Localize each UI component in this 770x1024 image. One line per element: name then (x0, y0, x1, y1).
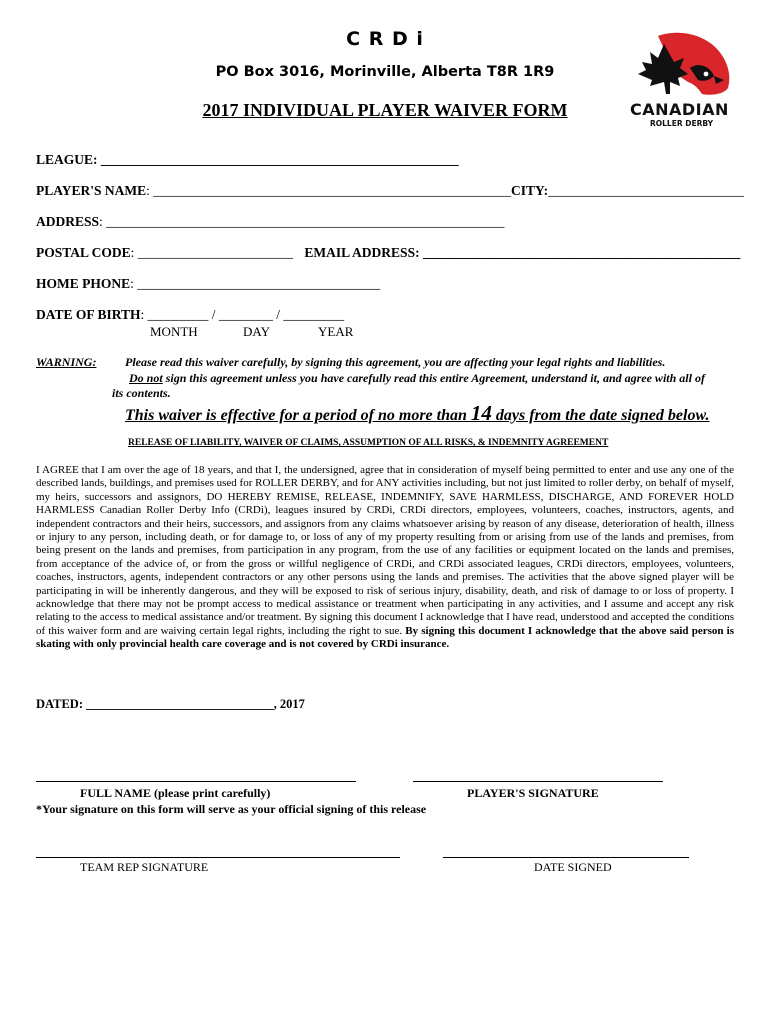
league-field[interactable] (36, 152, 459, 168)
logo-sub-text: ROLLER DERBY (650, 119, 714, 128)
player-name-field[interactable] (36, 183, 744, 199)
dob-month-caption: MONTH (150, 324, 198, 339)
home-phone-label: HOME PHONE (36, 276, 131, 291)
warning-line-2: sign this agreement unless you have carefully read this entire Agreement, understand it, and agree with all of (162, 371, 705, 385)
address-field[interactable] (36, 214, 504, 230)
dob-field[interactable] (36, 307, 344, 323)
league-label: LEAGUE: (36, 152, 98, 167)
effective-days: 14 (470, 401, 492, 425)
warning-line-3: its contents. (112, 386, 171, 400)
dob-year-caption: YEAR (318, 324, 354, 339)
org-name: C R D i (346, 28, 424, 50)
postal-code-line: : _______________________ (130, 245, 294, 260)
dated-label: DATED: (36, 697, 87, 711)
dated-suffix: , 2017 (273, 697, 305, 711)
agreement-text: I AGREE that I am over the age of 18 years, and that I, the undersigned, agree that in consideration of myself being permitted to enter and use any one of the described lands, buildings, and premises used for ROLLER DERBY, and for ANY activities including, but not just limited to roller derby, on behalf of myself, my heirs, successors and assignors, DO HEREBY REMISE, RELEASE, INDEMNIFY, SAVE HARMLESS, DISCHARGE, AND FOREVER HOLD HARMLESS Canadian Roller Derby Info (CRDi), leagues insured by CRDi, CRDi directors, employees, volunteers, coaches, instructors, agents, and independent contractors and their heirs, successors, and assignors from any claims whatsoever arising by reason of any disease, deterioration of health, illness or injury to any person, including death, or for damage to, or loss of any of my property resulting from or arising from use of the lands and premises, from being present on the lands and premises, from participation in any program, from the use of any facilities or equipment located on the lands and premises, from acceptance of the advice of, or from the gross or willful negligence of CRDi, and CRDi associated leagues, CRDi directors, employees, volunteers, coaches, instructors, agents, independent contractors or any other persons using the lands and premises. The activities that the above signed player will be participating in will be inherently dangerous, and they will be exposed to risk of serious injury, disability, death, and risk of damage to or loss of property. I acknowledge that there may not be prompt access to medical assistance or treatment when participating in any activities, and I assume and accept any risk relating to the access to medical assistance and/or treatment. By signing this document I acknowledge that I have read, understood and accepted the conditions of this waiver form and are waiving certain legal rights, including the right to sue. (36, 464, 734, 637)
agreement-bold-text: By signing this document I acknowledge that the above said person is skating with only provincial health care coverage and is not covered by CRDi insurance. (36, 624, 734, 651)
effective-post: days from the date signed below. (491, 407, 710, 424)
release-heading: RELEASE OF LIABILITY, WAIVER OF CLAIMS, ASSUMPTION OF ALL RISKS, & INDEMNITY AGREEMENT (128, 438, 609, 448)
team-rep-caption: TEAM REP SIGNATURE (80, 860, 209, 874)
agreement-paragraph (36, 464, 734, 652)
email-line: _______________________________________________ (419, 245, 741, 260)
team-rep-signature-line[interactable] (36, 857, 400, 858)
player-name-line: : _____________________________________________________ (146, 183, 512, 198)
postal-email-field[interactable] (36, 245, 740, 261)
org-address: PO Box 3016, Morinville, Alberta T8R 1R9 (215, 64, 555, 80)
city-label: CITY: (511, 183, 549, 198)
date-signed-line[interactable] (443, 857, 689, 858)
warning-do-not: Do not (129, 371, 163, 385)
logo-brand-text: CANADIAN (630, 100, 729, 119)
city-line: _____________________________ (548, 183, 744, 198)
address-line: : ___________________________________________________________ (99, 214, 505, 229)
address-label: ADDRESS (36, 214, 100, 229)
dob-line: : _________ / ________ / _________ (140, 307, 345, 322)
player-name-label: PLAYER'S NAME (36, 183, 147, 198)
full-name-line[interactable] (36, 781, 356, 782)
effective-period-notice (125, 401, 710, 426)
postal-code-label: POSTAL CODE (36, 245, 131, 260)
canadian-roller-derby-logo (628, 28, 738, 132)
full-name-caption: FULL NAME (please print carefully) (80, 786, 271, 800)
dob-label: DATE OF BIRTH (36, 307, 141, 322)
home-phone-field[interactable] (36, 276, 380, 292)
player-signature-caption: PLAYER'S SIGNATURE (467, 786, 599, 800)
warning-line-1: Please read this waiver carefully, by signing this agreement, you are affecting your legal rights and liabilities. (125, 355, 666, 369)
league-line: _____________________________________________________ (100, 152, 459, 167)
maple-leaf-eagle-icon (628, 28, 738, 100)
warning-label: WARNING: (36, 355, 97, 369)
player-signature-line[interactable] (413, 781, 663, 782)
date-signed-caption: DATE SIGNED (534, 860, 612, 874)
dob-day-caption: DAY (243, 324, 270, 339)
email-label: EMAIL ADDRESS: (304, 245, 420, 260)
effective-pre: This waiver is effective for a period of no more than (125, 407, 471, 424)
signature-note: *Your signature on this form will serve as your official signing of this release (36, 802, 427, 816)
dated-field[interactable] (36, 697, 305, 712)
home-phone-line: : ____________________________________ (130, 276, 381, 291)
dated-line: ______________________________ (86, 697, 274, 711)
form-title: 2017 INDIVIDUAL PLAYER WAIVER FORM (202, 100, 568, 120)
